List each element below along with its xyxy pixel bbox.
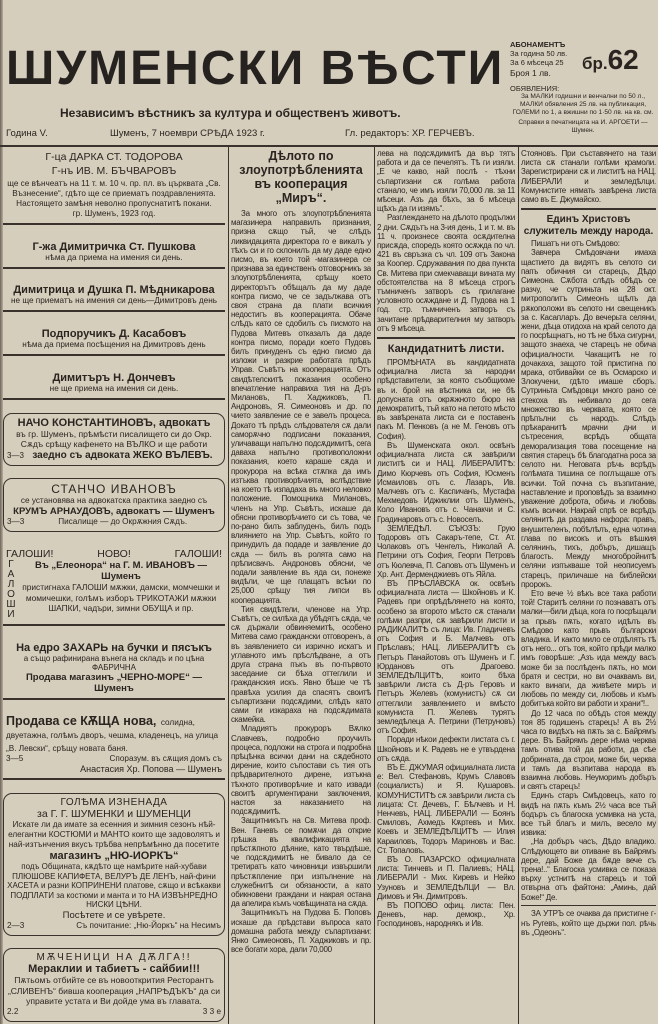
ad-stancho-ivanov (3, 478, 225, 532)
paragraph: До 12 часа по обѣдъ стоя между тоя 85 годишенъ старецъ! А въ 2½ часа го видѣхъ на пѫть за с. Байрямъ дере. Въ Байрямъ дере нѣма черква тамъ отива той да работи, да сѣе добрината, да строи, може би, черква и тамъ да възпитава народа въ взаимна любовь. Неуморимъ добъръ и святъ старецъ! (521, 708, 656, 792)
section-divider (521, 905, 656, 907)
ad-owner: Анастасия Хр. Попова — Шуменъ (80, 764, 222, 775)
paragraph: „На добъръ часъ, Дѣдо владико. Слѣдующето ви отиване въ Байрямъ дере, дай Боже да бѫде вече съ трена!..“ Благоска усмивка се показа върху устнитѣ на старецъ и той отвърна отъ файтона: „Аминь, дай Боже!“ Де. (521, 837, 656, 902)
ad-text: пристигнаха ГАЛОШИ мѫжки, дамски, момчешки и момичешки, голѣмъ изборъ ТРИКОТАЖИ мѫжки ШАПКИ, чадъри, зимни ОБУЩА и пр. (22, 582, 220, 614)
paragraph: ВЪ ПРѢСЛАВСКА ок. освѣнъ официалната листа — Шкойновъ и К. Радевъ при опрѣдѣлянето на която, особено за второто мѣсто сѫ станали голѣми разпри, сѫ завѣрили листи и РАДИКАЛИТѢ съ лица: Ив. Гладичевъ отъ София и Б. Малчевъ отъ Прѣславъ; НАЦ. ЛИБЕРАЛИТѢ съ Петъръ Панайотовъ отъ Шуменъ и Г. Юрдановъ отъ Драгоево. ЗЕМЛЕДѢЛЦИТѢ, които бѣха завѣрили листа съ Д-ръ Геровъ и Петъръ Желевъ (комунистъ) сѫ си оттеглили заявлението и вмѣсто комуниста П. Желевъ турятъ земледѣлеца А. Петрини (Петруновъ) отъ София. (377, 578, 515, 736)
ad-galoshi-right: ГАЛОШИ! (174, 548, 222, 561)
ad-name: НАЧО КОНСТАНТИНОВЪ, адвокатъ (17, 416, 211, 429)
ad-shop: Продава магазинъ „ЧЕРНО-МОРЕ“ — Шуменъ (25, 671, 203, 694)
ad-text: се установява на адвокатска практика заедно съ (20, 496, 208, 506)
ads-rates: За МАЛКИ годишни и венчални по 50 л., МАЛКИ обявления 25 лв. на публикация, ГОЛЕМИ по 1, а вжишни по 1·50 лв. на кв. см. (512, 93, 654, 116)
ad-run-count: 3—3 (7, 517, 25, 527)
ad-partner: заедно съ адвоката ЖЕКО ВЪЛЕВЪ. (32, 449, 213, 461)
ad-text: Искате ли да имате за есенния и зимния сезонъ нѣй-елегантни КОСТЮМИ и МАНТО които ще задоволятъ и най-изтънчения вкусъ трѣбва непрѣмѣнно да посетите (8, 820, 220, 850)
section-divider (521, 208, 656, 210)
article-mir-continuation (377, 149, 515, 333)
ad-partner: КРУМЪ АРНАУДОВЪ, адвокатъ — Шуменъ (13, 506, 215, 518)
issue-prefix: бр. (582, 54, 608, 73)
ad-contact: Споразум. въ сѫщия домъ съ (109, 754, 222, 764)
ad-wedding-place: гр. Шуменъ, 1923 год. (72, 209, 156, 218)
paragraph: Защитникътъ на Пудова Б. Поповъ искаше да прѣдстави въпроса като домашна работа между съпартизани: Янко Симеоновъ, П. Хаджиковъ и пр. все богати хора, дали 70,000 (231, 908, 371, 955)
paragraph: Разглеждането на дѣлото продължи 2 дни. Сѫдътъ на 3-ия день, 1 и т. м. въ 11 ч. произнесе своята осѫдителна присѫда, споредъ която осѫжда по чл. 421 въ свръзка съ чл. 109 отъ Закона за Коопер. Сдружавания по два пункта Св. Митева при смекчаващи вината му обстоятелства на 8 мѣсеца строгъ тъмниченъ затворъ съ прилагане условното осѫждане и Д. Пудова на 1 год. стр. тъмниченъ затворъ съ зачитане прѣдварителния му затворъ отъ 9 мѣсеца. (377, 213, 515, 333)
section-divider (377, 337, 515, 339)
paragraph: За много отъ злоупотрѣбленията магазинера направилъ признания, призна сѫщо тъй, че слѣдъ ликвидацията директора го е викалъ у тѣхъ си и го склонилъ да му даде едно писмо, въ което той -магазинера се признава за единственъ отговорникъ за злоупотрѣбленията, срѣщу което директорътъ обѣщалъ да му даде контра писмо, че се задължава отъ своя страна да плати всичкия недостигъ въ кооперацията. Обаче слѣдъ като се сдобилъ съ писмото на Пудова Митевъ отказалъ да даде контра писмо, поради което Пудовъ билъ принуденъ съ едно писмо да изложи и разкрие работата прѣдъ Управ. Съвѣтъ на кооперацията. Отъ свидѣтелскитѣ показания особено впечатление направиха тия на Д-ръ Милановъ, П. Хаджиковъ, П. Андроновъ, Я. Симеоновъ и др. по чието заявление се е завелъ процеса. Докато тѣ прѣдъ слѣдователя сѫ дали саморѫчно подписани показания, уличаващи напълно подсѫдимитѣ, сега даваха напълно противоположни показания, което караше сѫда и прокурора на всѣка стѫпка да имъ изтъква противорѣчията, вслѣдствие на което тѣ изпадаха въ много неловко положение. Помощника Милановъ, членъ на Упр. Съвѣтъ, искаше да обясни противорѣчието си съ това, че по-рано билъ заблуденъ, билъ подъ влиянието на Упр. Съвѣтъ, който го принудилъ да подаде и заявление до сѫда — билъ въ ролята само на прѣписвачъ. Андроновъ обясни, че подали заявление въ яда си, понеже видѣли, че ще плащатъ всѣки по 25,000 срѣщу тия липси въ кооперацията. (231, 209, 371, 605)
ad-new-york-shop (3, 793, 225, 936)
ads-info-box (510, 84, 656, 135)
issue-number-value: 62 (607, 44, 639, 75)
ads-heading: ОБЯВЛЕНИЯ: (510, 84, 560, 93)
column-4 (521, 149, 656, 937)
year-label: Година V. (6, 128, 48, 139)
subscription-box (510, 40, 576, 78)
ad-mark: 3 3 е (202, 1006, 221, 1016)
ad-run-count: 3—3 (7, 450, 24, 460)
print-info: Справки в печатницата на И. АРГОЕТИ — Шумен. (518, 119, 648, 134)
ad-name: Димитрица и Душка П. Мѣдникарова (13, 284, 215, 297)
article-priest-headline: Единъ Христовъ служитель между народа. (523, 214, 654, 237)
subscription-heading: АБОНАМЕНТЪ (510, 40, 566, 49)
ad-donchev (3, 369, 225, 400)
ad-restaurant-sliven (3, 948, 225, 1022)
column-divider (518, 147, 519, 1024)
ad-text: нѣма да приема на имения си день. (45, 252, 183, 262)
ad-kasabov (3, 325, 225, 356)
ad-galoshi-center: НОВО! (97, 548, 131, 561)
article-mir (231, 149, 371, 954)
article-lists-body (377, 358, 515, 929)
ad-text: Пѫтьомъ отбийте се въ новооткрития Ресторантъ „СЛИВЕНЪ“ бивша кооперация „НАПРѢДЪКЪ“ да си управите устата и Ви дойде ума въ главата. (7, 975, 221, 1007)
ad-text: солидна, двуетажна, голѣмъ дворъ, чешма, кладенецъ, на улица „В. Левски“, срѣщу новата баня. (6, 718, 219, 754)
paragraph: Въ Шуменската окол. освѣнъ официалната листа сѫ завѣрили листитѣ си и НАЦ. ЛИБЕРАЛИТѢ: Димо Кюрчевъ отъ София, Юсменъ Исмаиловъ отъ с. Лазаръ, Ив. Малчевъ отъ с. Каспичанъ, Мустафа Мехмедовъ Иджиклии отъ Шуменъ, Коло Ивановъ отъ с. Чанакчи и С. Градинаровъ отъ с. Новоселъ. (377, 440, 515, 524)
article-lists-headline: Кандидатнитѣ листи. (387, 343, 505, 356)
ads-column (3, 148, 225, 1022)
paragraph: Тия свидѣтели, членове на Упр. Съвѣтъ, се силѣха да убѣдятъ сѫда, че сѫ държали обвиняемитѣ, особено Митева само граждански отговоренъ, а въ заявлението си изрично искатъ и углавното имъ прѣслѣдване, а отъ друга страна пъкъ въ по-първото заседание си бѣха оттеглили и гражданския искъ. Явно бѣше че тѣ правѣха усилия да спасятъ своитѣ съпартизани подсѫдими, слѣдъ като сами ги изкараха на подсѫдимата скамейка. (231, 604, 371, 725)
column-divider (374, 147, 375, 1024)
paragraph: Младиятъ прокуроръ Вѫлко Славчевъ, подробно проучилъ процеса, подложи на строга и подробна прѣцѣнка всички дани на сѫдебното дирение, които съпостави съ тия отъ прѣдварителното дирене, изтъкна тѣхното противорѣчие и като извади своитѣ аргументирани заключения, настоя за наказанието на подсѫдимитѣ. (231, 724, 371, 817)
ad-details: подъ Общината, кѫдѣто ще намѣрите най-хубави ПЛЮШОВЕ КАПИФЕТА, ВЕЛУРЪ ДЕ ЛЕНЪ, най-фини ХАСЕТА и разни КОПРИНЕНИ платове, сѫщо и всѣкакви ПОДПЛАТИ за костюми и манта и то НА ИЗВЪНРЕДНО НИСКИ ЦѢНИ. (7, 862, 221, 910)
issue-number (582, 44, 639, 80)
paragraph: Ето вече ½ вѣкъ все така работи той! Старитѣ селяни го познаватъ отъ малки—били дѣца, кога го посрѣщали за прьвъ пѫть, когато идѣлъ въ Смѣдово като прьвъ български владика. И както мило се отдѣлятъ тѣ отъ него... отъ тоя, който прѣди малко имъ говорѣше: „Азъ ида между васъ може би за послѣденъ пѫть, но мои братя и сестри, но ви очаквамъ ви, както винаги, да живѣете миръ и любовь по между си, любовь и къмъ добитъка който ви работи и храни“!.. (521, 588, 656, 709)
ad-shop: Въ „Елеонора“ на Г. М. ИВАНОВЪ — Шуменъ (35, 560, 207, 583)
article-lists-continuation (521, 149, 656, 204)
ad-run-count: 3—5 (6, 754, 24, 764)
paragraph: Защитникътъ на Св. Митева проф. Вен. Ганевъ се помѫчи да открие грѣшка въ квалификацията на прѣстѫпното дѣяние, като твърдѣше, че подсѫдимитѣ не бивало да се третиратъ като чиновници извършили прѣстѫпление при изпълнение на служебнитѣ си обязаности, а като обикновени граждани и накрая остана да апелира къмъ човѣщината на сѫда. (231, 816, 371, 909)
ad-name: Г-жа Димитричка Ст. Пушкова (32, 240, 196, 253)
ad-zahar (3, 639, 225, 700)
ad-title: МѪЧЕНИЦИ НА ДѪЛГА!! (36, 952, 192, 964)
paragraph: ВЪ ПОПОВО офиц. листа: Пен. Деневъ, нар. демокр., Хр. Господиновъ, народнякъ и Ив. (377, 901, 515, 929)
ad-wedding-name2: Г-нъ ИВ. М. БЪЧВАРОВЪ (51, 165, 177, 177)
paragraph: ЗА УТРЪ се очаква да пристигне г-нъ Ругевъ, който ще държи пол. рѣчь въ „Одеонъ“. (521, 909, 656, 937)
newspaper-subtitle: Независимъ вѣстникъ за култура и общественъ животъ. (60, 106, 401, 120)
paragraph: ВЪ Е. ДЖУМАЯ официалната листа е: Вел. Стефановъ, Крумъ Славовъ (социалистъ) и Я. Кушаровъ. КОМУНИСТИТѢ сѫ завѣрили листа съ лицата: Ст. Дечевъ, Г. Бѣлчевъ и Н. Ненчевъ, НАЦ. ЛИБЕРАЛИ — Боянъ Смиловъ, Ахмедъ Кѫртевъ и Мих. Коевъ и ЗЕМЛЕДѢЛЦИТѢ — Илия Караиловъ, Тодоръ Мариновъ и Вас. Ст. Топаловъ. (377, 763, 515, 855)
ad-house (3, 712, 225, 780)
column-divider (228, 147, 229, 1024)
ad-kacho-konstantinov (3, 413, 225, 466)
ad-run-count: 2—3 (7, 920, 25, 930)
editor-label: Гл. редакторъ: ХР. ГЕРЧЕВЪ. (345, 128, 475, 139)
ad-name: Подпоручикъ Д. Касабовъ (41, 328, 187, 341)
paragraph: Стояновъ. При съставянето на тази листа сѫ станали голѣми крамоли. Зарегистрирани сѫ и листитѣ на НАЦ. ЛИБЕРАЛИ и земледѣлци. Комунистите нямать завѣрена листа само въ Е. Джумайско. (521, 149, 656, 205)
paragraph: Завчера Смѣдовчани имаха щастието да видятъ въ селото си папъ обичния си старецъ, Дѣдо Симеона. Сѫбота слѣдъ обѣдъ се разчу, че сутриньта на 28 окт. митрополитъ Симеонъ щѣлъ да рѫкоположи въ селото ни свещеникъ за с. Касапларъ. До вечерьта селяни, жени, дѣца отидоха на край селото да го посрѣщнатъ, но тѣ не бѣха сигурни, защото знаеха, че старецъ не обича официалности. Чакащитѣ не го дочакаха, защото той пристигна по мрака, отбивайки се въ Осмарско и Злокучени, гдѣто имаше сборъ. Сутриньта Смѣдовци много рано се стекоха въ небивало до сега множество въ черквата, която се прѣпълни съ народъ. Слѣдъ прѣкаранитѣ мрачни дни и сътресения, всрѣдъ общата деморализация това посещение на святия старецъ бѣ благодатна роса за селото ни. Неговата рѣчь всрѣдъ голѣмата тишина се поглъщаше отъ всички. Той почна съ възпитание, наставление и проповѣдъ за взаимно уважение доброта, обичь и любовь къмъ всички. Накрай спрѣ се всрѣдъ селянитѣ да раздава нафора: правъ, внушителенъ, побѣлѣлъ, една чотина глава по високъ и отъ вѣшкия селянинъ, тихъ, добъръ, дишащъ благость. Между многобройнитѣ селяни изпъкваше той неописуемъ старецъ, приличаше на библейски пророкъ. (521, 248, 656, 589)
paragraph: Поради нѣкои дефекти листата съ г. Шкойновъ и К. Радевъ не е утвърдена отъ сѫда. (377, 735, 515, 763)
ad-text: нѣма да приема посѣщения на Димитровъ день (22, 340, 206, 350)
ad-wedding (3, 148, 225, 225)
ad-text: не ще приематъ на имения си день—Димитровъ день (10, 296, 217, 306)
ad-title: На едро ЗАХАРЬ на бучки и пясъкъ (16, 641, 212, 654)
paragraph: ЗЕМЛЕДѢЛ. СЪЮЗЪ: Грую Тодоровъ отъ Сакаръ-тепе, Ст. Ат. Чолаковъ отъ Ченгелъ, Николай А. Петрини отъ София, Георги Петровъ отъ Кюлевча, П. Саповъ отъ Шуменъ и Хр. Ант. Дерменджиевъ отъ Яйла. (377, 523, 515, 579)
single-copy-price: Броя 1 лв. (510, 68, 551, 78)
subscription-year: За година 50 лв. (510, 49, 568, 58)
ad-text: въ гр. Шуменъ, прѣмѣсти писалището си до Окр. Сѫдъ срѣщу кафенето на ВЪЛКО и ще работи (16, 428, 212, 450)
article-priest-body (521, 239, 656, 902)
dateline: Шуменъ, 7 ноември СРѢДА 1923 г. (110, 128, 265, 139)
ad-wedding-name1: Г-ца ДАРКА СТ. ТОДОРОВА (45, 151, 183, 163)
ad-signature: Съ почитание: „Ню-Йоркъ“ на Несимъ (76, 920, 221, 930)
column-3 (377, 149, 515, 929)
article-mir-headline: Дѣлото по злоупотрѣбленията въ кооперация „Миръ“. (239, 149, 363, 205)
news-tomorrow (521, 909, 656, 937)
paragraph: Пишатъ ни отъ Смѣдово: (531, 239, 620, 249)
ad-mednikarova (3, 281, 225, 312)
masthead-divider (0, 145, 658, 147)
ad-title: Продава се КѪЩА нова, (6, 714, 157, 729)
subscription-half-year: За 6 мѣсеца 25 (510, 58, 564, 67)
ad-name: СТАНЧО ИВАНОВЪ (51, 482, 177, 497)
newspaper-title: ШУМЕНСКИ ВѢСТИ (6, 42, 505, 95)
ad-galoshi (3, 545, 225, 626)
paragraph: Единъ старъ Смѣдовецъ, като го видѣ на пѫть къмъ 2½ часа все тъй бодъръ съ благоска усмивка на уста, все тъй благъ и милъ, весело му извика: (521, 791, 656, 838)
ad-text: а също рафинирана вънега на складъ и по цѣна ФАБРИЧНА (23, 653, 205, 672)
ad-title: ГОЛѢМА ИЗНЕНАДА (60, 797, 168, 809)
ad-shop: магазинъ „НЮ-ИОРКЪ“ (49, 850, 179, 863)
paragraph: ВЪ О. ПАЗАРСКО официалната листа: Тинчевъ и П. Палиевъ; НАЦ. ЛИБЕРАЛИ - Мих. Киревъ и Нейко Узуновъ и ЗЕМЛЕДѢЛЦИ — Вл. Димовъ и Ян. Димитровъ. (377, 855, 515, 901)
article-mir-body (231, 209, 371, 954)
ad-wedding-text: ще се вѣнчеатъ на 11 т. м. 10 ч. пр. пл. въ църквата „Св. Възнесение“, гдѣто ще се приематъ поздравленията. Настоящето замѣня неволно пропуснатитѣ покани. (7, 179, 221, 208)
paragraph: лева на подсѫдимитѣ да вър тятъ работа и да се печелятъ. Тѣ ги изяли. „Е че какво, най послѣ - тѣхни съпартизани сѫ голѣма работа станало, че имъ изяли 70,000 лв. за 11 мѣсеци. Азъ да бѣхъ, за 6 мѣсеца щѣхъ да ги изямъ“. (377, 149, 515, 214)
ad-pushkova (3, 238, 225, 269)
ad-visit: Посѣтете и се увѣрете. (62, 909, 166, 921)
ad-run-count: 2.2 (7, 1006, 19, 1016)
ad-galoshi-left: ГАЛОШИ! (6, 548, 54, 561)
paragraph: ПРОМѢНАТА въ кандидатната официална листа за народни прѣдставители, за която съобщихме въ и. брой на вѣстника си, не бѣ допусната отъ окрѫжното бюро на демократитѣ, тъй като на петото мѣсто въ завѣрената листа си е поставенъ пакъ М. Пенковъ (а не М. Геновъ отъ София). (377, 358, 515, 441)
ad-office: Писалище — до Окрѫжния Сѫдъ. (58, 517, 188, 527)
ad-galoshi-side-letters: ГАЛОШИ (6, 559, 16, 621)
ad-text: не ще приема на имения си день. (49, 383, 179, 393)
ad-subtitle: за Г. Г. ШУМЕНКИ и ШУМЕНЦИ (37, 808, 191, 821)
ad-subtitle: Мераклии и табиетъ - сайбии!!! (28, 963, 200, 976)
ad-name: Димитъръ Н. Дончевъ (52, 371, 176, 384)
